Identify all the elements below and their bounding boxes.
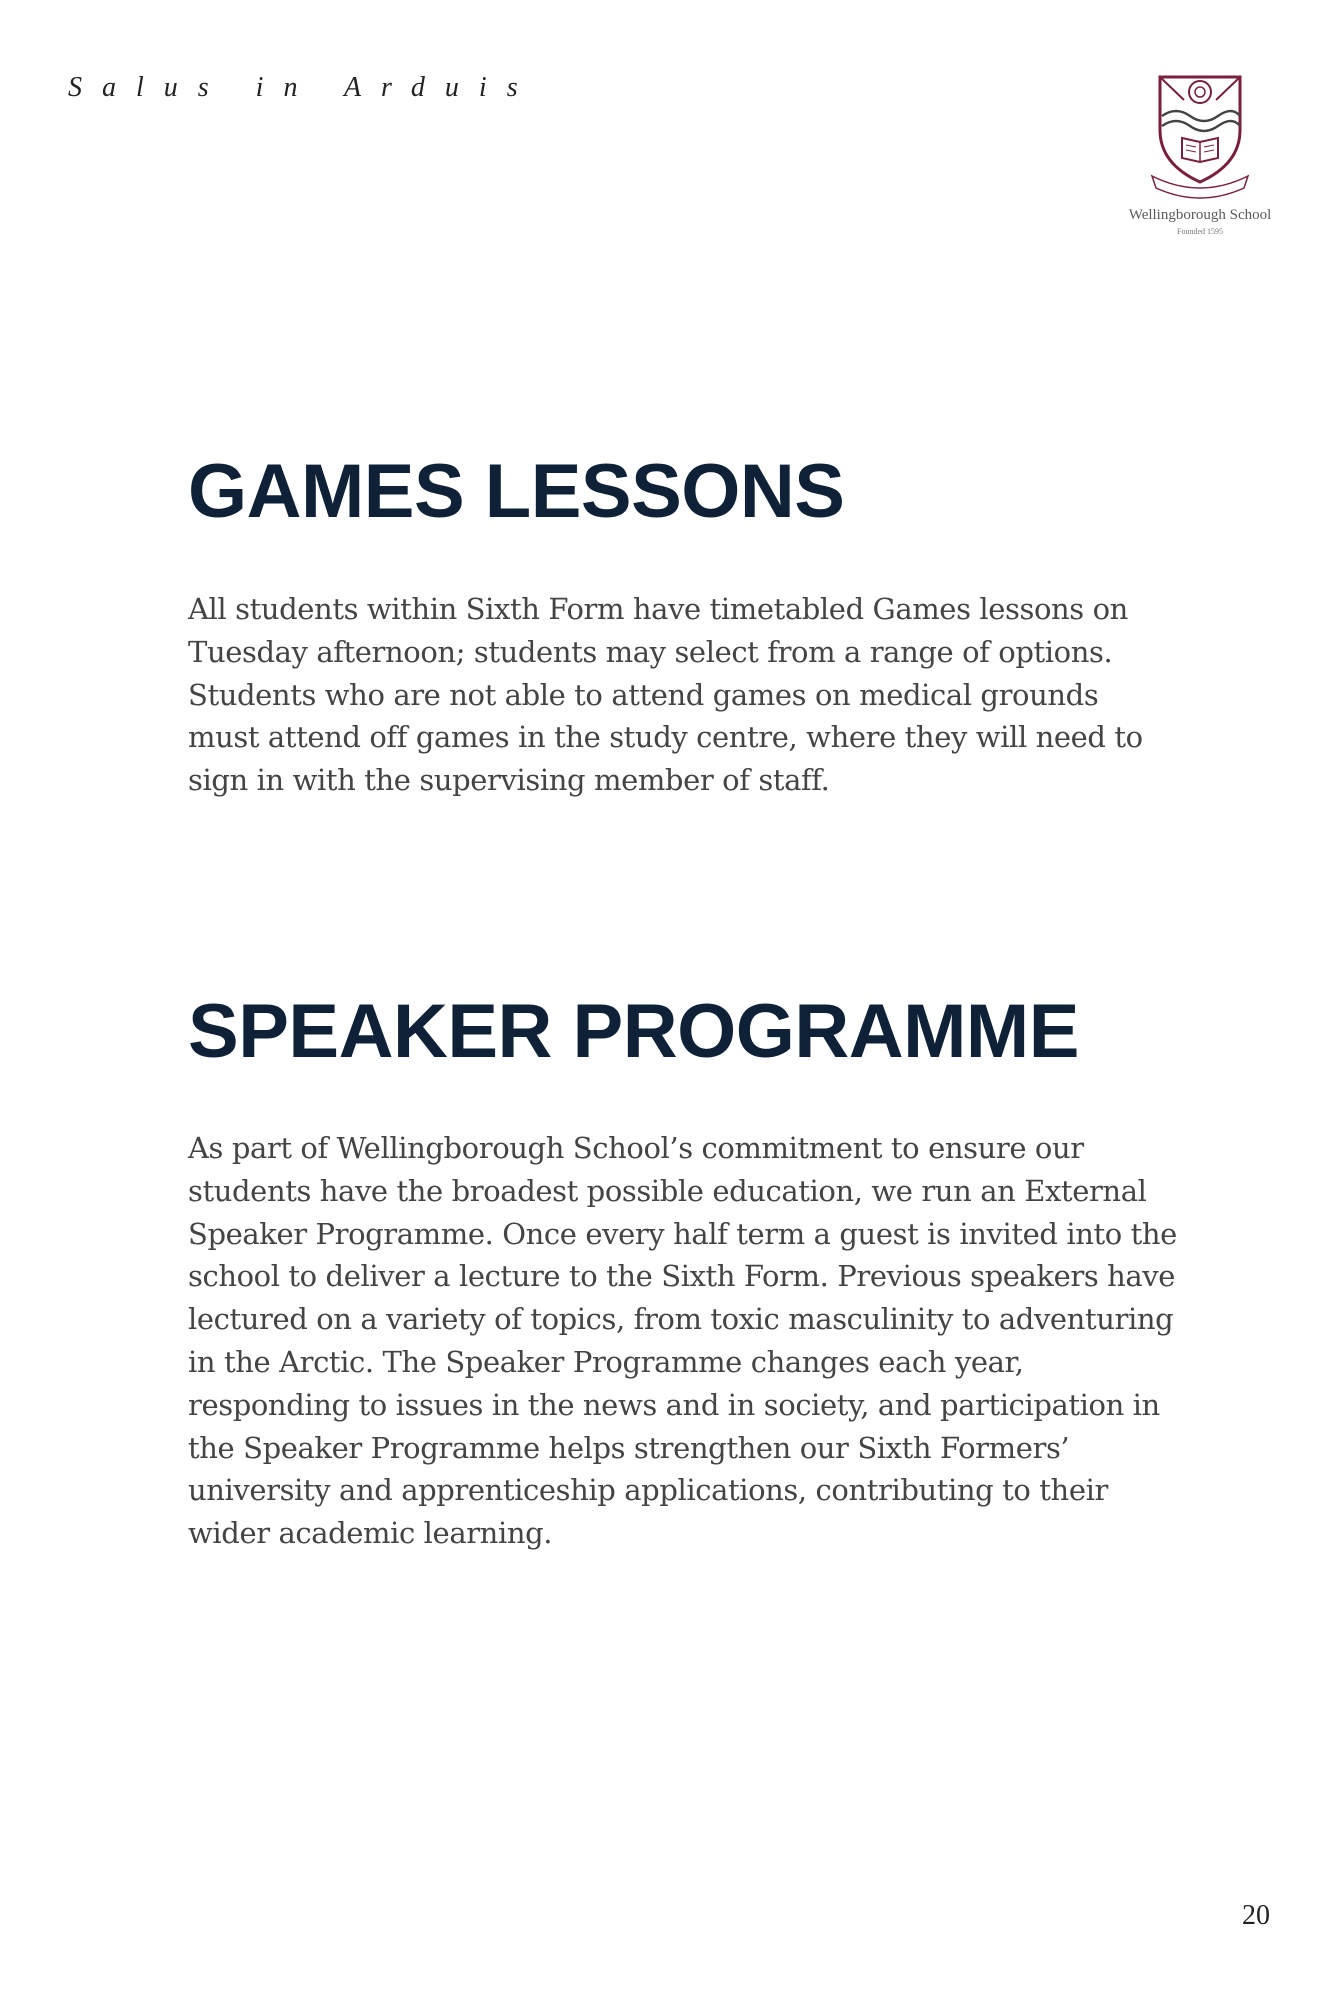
- games-lessons-heading: GAMES LESSONS: [188, 449, 845, 534]
- games-lessons-body: All students within Sixth Form have timetabled Games lessons on Tuesday afternoon; students may select from a range of options. Students who are not able to attend games on medical grounds must attend off games in the study centre, where they will need to sign in with the supervising member of staff.: [188, 592, 1143, 798]
- school-crest-icon: [1150, 72, 1250, 204]
- motto: Salus in Arduis: [68, 72, 538, 103]
- speaker-programme-heading: SPEAKER PROGRAMME: [188, 989, 1079, 1074]
- speaker-programme-body: As part of Wellingborough School’s commitment to ensure our students have the broadest possible education, we run an External Speaker Programme. Once every half term a guest is invited into the school to deliver a lecture to the Sixth Form. Previous speakers have lectured on a variety of topics, from toxic masculinity to adventuring in the Arctic. The Speaker Programme changes each year, responding to issues in the news and in society, and participation in the Speaker Programme helps strengthen our Sixth Formers’ university and apprenticeship applications, contributing to their wider academic learning.: [188, 1131, 1177, 1551]
- founded-year: Founded 1595: [1177, 227, 1223, 236]
- page-number: 20: [1242, 1900, 1270, 1931]
- school-logo: [1110, 72, 1290, 247]
- school-name: Wellingborough School: [1128, 207, 1272, 223]
